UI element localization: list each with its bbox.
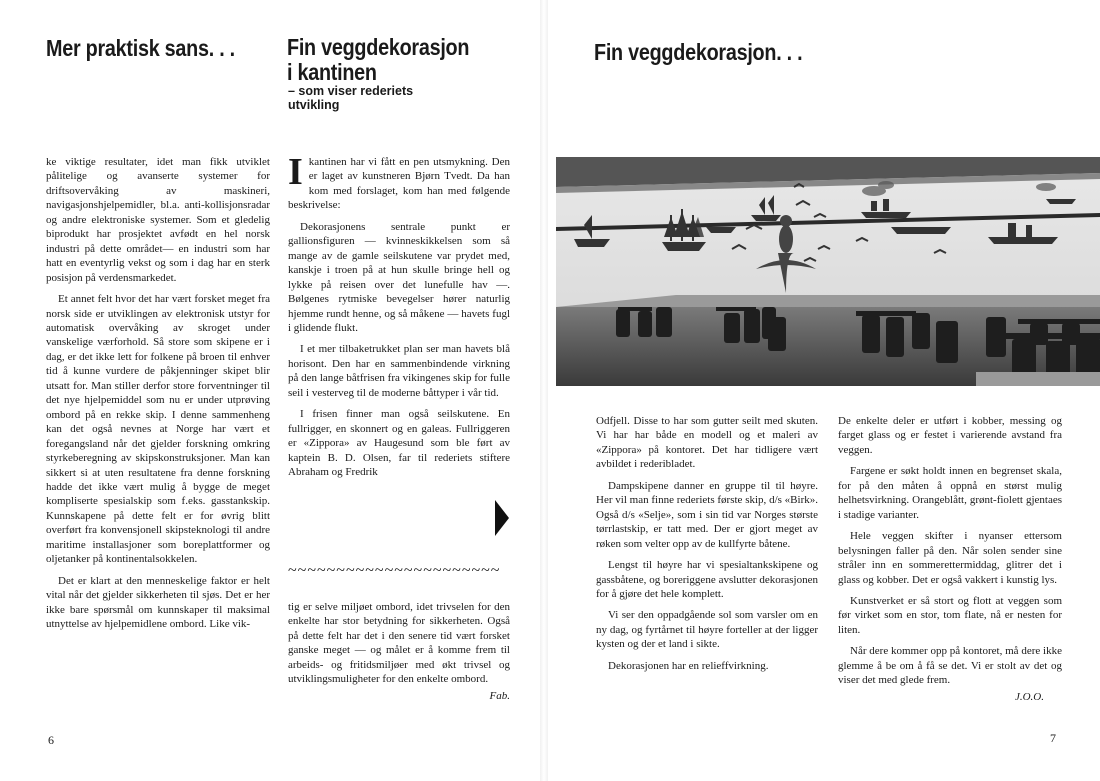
page-number-left: 6 [48, 733, 54, 747]
paragraph: I et mer tilbaketrukket plan ser man havets blå horisont. Den har en sammenbindende virkning på den lange båtfrisen fra vikingenes skip for fulle seil i vesterveg til de moderne båttyper i vår tid. [288, 343, 510, 399]
headline-fin-veggdekorasjon-right: Fin veggdekorasjon. . . [594, 39, 803, 65]
paragraph: De enkelte deler er utført i kobber, messing og farget glass og er festet i varierende avstand fra veggen. [838, 415, 1062, 456]
paragraph: Dampskipene danner en gruppe til til høyre. Her vil man finne rederiets første skip, d/s «Birk». Også d/s «Selje», som i sin tid var Norges største tørrlastskip, er tatt med. Der er gjort meget av røken som velter opp av de kullfyrte båtene. [596, 479, 818, 550]
paragraph: Lengst til høyre har vi spesialtankskipene og gassbåtene, og boreriggene avslutter dekorasjonen for å gjøre det hele komplett. [596, 559, 818, 600]
page-gutter [540, 0, 548, 781]
headline-fin-veggdekorasjon-line2: i kantinen [287, 59, 377, 85]
paragraph: Dekorasjonens sentrale punkt er gallionsfiguren — kvinneskikkelsen som så mange av de gamle seilskutene var prydet med, kanskje i troen på at hun skulle bringe hell og lykke på reisen over det lunefulle hav —. Bølgenes rytmiske bevegelser hører naturlig hjemme rundt henne, og så måkene — havets fugl i glidende flukt. [288, 220, 510, 334]
paragraph: kantinen har vi fått en pen utsmykning. Den er laget av kunstneren Bjørn Tvedt. Da han kom med forslaget, kom han med følgende beskrivelse: [288, 156, 510, 212]
subheadline-line1: – som viser rederiets [288, 84, 414, 98]
paragraph: I frisen finner man også seilskutene. En fullrigger, en skonnert og en galeas. Fullriggeren er «Zippora» av Haugesund som ble ført av kaptein B. D. Olsen, far til rederiets stiftere Abraham og Fredrik [288, 408, 510, 479]
paragraph: Kunstverket er så stort og flott at veggen som før virket som en stor, tom flate, nå er nesten for liten. [838, 594, 1062, 636]
paragraph: Fargene er søkt holdt innen en begrenset skala, for på den måten å oppnå en størst mulig helhetsvirkning. Orangeblått, grønt-fiolett gjentaes i stadige varianter. [838, 465, 1062, 521]
article-column-3 [596, 414, 818, 673]
article-column-4 [838, 414, 1062, 704]
continue-arrow-icon [495, 500, 509, 536]
paragraph: ke viktige resultater, idet man fikk utviklet pålitelige og avanserte systemer for driftsovervåking av maskineri, navigasjonshjelpemidler, bl.a. anti-kollisjonsradar og andre elektroniske systemer. Som et gledelig biprodukt har prosjektet avfødt en hel norsk industri på dette området— en industri som har hatt en eventyrlig vekst og som i dag har en sterk posisjon på verdensmarkedet. [46, 156, 270, 284]
signature: Fab. [489, 689, 510, 702]
paragraph: Odfjell. Disse to har som gutter seilt med skuten. Vi har har både en modell og et maleri av «Zippora» på kontoret. Det har tidligere vært avbildet i rederibladet. [596, 415, 818, 471]
page-number-right: 7 [1050, 731, 1056, 745]
headline-fin-veggdekorasjon-line1: Fin veggdekorasjon [287, 34, 470, 60]
article-column-2 [288, 151, 510, 480]
paragraph: Vi ser den oppadgående sol som varsler om en ny dag, og fyrtårnet til høyre forteller at der ligger kysten og der et land i sikte. [596, 609, 818, 651]
canteen-photo-illustration [556, 157, 1100, 386]
signature: J.O.O. [1014, 690, 1044, 703]
headline-mer-praktisk-sans: Mer praktisk sans. . . [46, 35, 235, 61]
paragraph: Det er klart at den menneskelige faktor er helt vital når det gjelder sikkerheten til sjøs. Det er her ikke bare spørsmål om kunnskaper til maksimal utnyttelse av hjelpemidlene ombord. Like vik- [46, 574, 270, 631]
subheadline-line2: utvikling [288, 98, 340, 112]
paragraph: Dekorasjonen har en relieffvirkning. [608, 659, 769, 672]
canteen-photo [556, 157, 1100, 386]
paragraph: Når dere kommer opp på kontoret, må dere ikke glemme å be om å få se det. Vi er stolt av det og viser det med glede frem. [838, 645, 1062, 687]
drop-cap: I [288, 151, 303, 193]
paragraph: Hele veggen skifter i nyanser ettersom belysningen faller på den. Når solen sender sine stråler inn en sommerettermiddag, glitrer det i glass og kobber. Det er også vakkert i kunstig lys. [838, 530, 1062, 586]
paragraph: tig er selve miljøet ombord, idet trivselen for den enkelte har stor betydning for sikkerheten. Også på dette felt har det i den senere tid vært forsket ganske meget — og målet er å komme frem til arbeids- og fritidsmiljøer med økt trivsel og utviklingsmuligheter for den enkelte ombord. [288, 601, 510, 686]
article-column-2-continued [288, 600, 510, 703]
paragraph: Et annet felt hvor det har vært forsket meget fra norsk side er utviklingen av elektronisk utstyr for automatisk overvåking av skroget under vanskelige værforhold. Så store som skipene er i dag, er det ikke lett for folkene på broen til enhver tid å kunne vurdere de påkjenninger skipet blir utsatt for. Man stiller derfor store forventninger til det nye hjelpemiddel som nu er under utprøving ombord på en rekke skip. I denne sammenheng kan det også nevnes at Norge har vært et foregangsland når det gjelder forskning omkring styrkeberegning av skipskonstruksjoner. Man kan sikkert si at uten resultatene fra denne forskning hadde det ikke vært mulig å bygge de meget kompliserte spesialskip som f.eks. gasstankskip. Kunnskapene på dette felt er for øvrig blitt overført fra konvensjonell skipsteknologi til andre maritime installasjoner som boreplattformer og oljetanker på kontinentalsokkelen. [46, 293, 270, 566]
wavy-rule-divider: ~~~~~~~~~~~~~~~~~~~~~~ [288, 562, 501, 579]
article-column-1 [46, 155, 270, 632]
